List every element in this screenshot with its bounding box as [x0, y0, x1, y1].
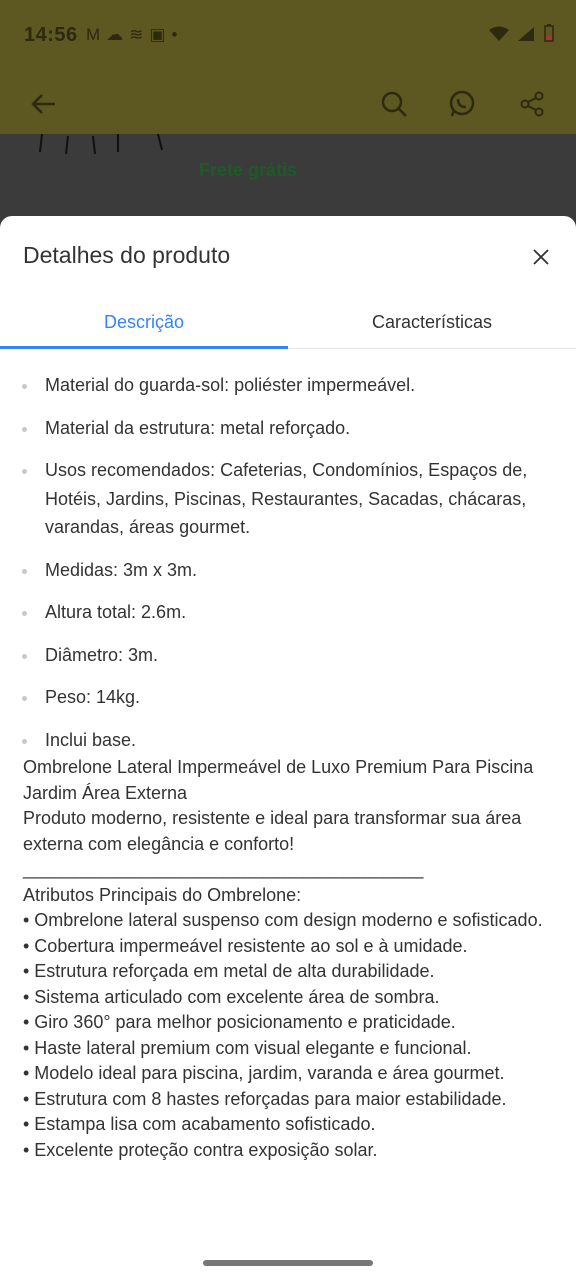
bullet-icon [22, 469, 27, 474]
notification-icons [86, 25, 183, 45]
free-shipping-label: Frete grátis [199, 160, 298, 180]
wifi-icon [489, 27, 518, 46]
bullet-icon [22, 654, 27, 659]
list-item: Medidas: 3m x 3m. [0, 556, 576, 585]
status-bar [0, 0, 576, 72]
close-button[interactable] [526, 242, 556, 272]
list-item: Altura total: 2.6m. [0, 598, 576, 627]
bullet-icon [22, 611, 27, 616]
list-item: Inclui base. [0, 726, 576, 755]
product-description: Ombrelone Lateral Impermeável de Luxo Premium Para Piscina Jardim Área Externa Produto moderno, resistente e ideal para transformar sua área externa com elegância e conforto! ________________________________________ Atributos Principais do Ombrelone: • Ombrelone lateral suspenso com design moderno e sofisticado. • Cobertura impermeável resistente ao sol e à umidade. • Estrutura reforçada em metal de alta durabilidade. • Sistema articulado com excelente área de sombra. • Giro 360° para melhor posicionamento e praticidade. • Haste lateral premium com visual elegante e funcional. • Modelo ideal para piscina, jardim, varanda e área gourmet. • Estrutura com 8 hastes reforçadas para maior estabilidade. • Estampa lisa com acabamento sofisticado. • Excelente proteção contra exposição solar. [23, 757, 543, 1160]
gmail-icon: M [86, 25, 107, 44]
app-bar [0, 72, 576, 134]
bag-icon: ▣ [149, 25, 172, 44]
bullet-icon [22, 427, 27, 432]
back-arrow-icon[interactable] [24, 84, 64, 124]
tab-caracteristicas[interactable]: Características [371, 311, 493, 332]
description-content[interactable] [0, 349, 576, 1249]
product-details-sheet [0, 216, 576, 1280]
search-icon[interactable] [374, 84, 414, 124]
list-item: Diâmetro: 3m. [0, 641, 576, 670]
bullet-icon [22, 739, 27, 744]
weather-icon: ≋ [129, 25, 150, 44]
status-time: 14:56 [24, 24, 78, 46]
sheet-header [0, 216, 576, 296]
list-item: Usos recomendados: Cafeterias, Condomínios, Espaços de, Hotéis, Jardins, Piscinas, Restaurantes, Sacadas, chácaras, varandas, áreas gourmet. [0, 456, 576, 542]
product-image [38, 134, 178, 158]
cloud-icon: ☁ [106, 25, 130, 44]
whatsapp-icon[interactable] [442, 84, 482, 124]
spec-list [0, 371, 576, 768]
bullet-icon [22, 384, 27, 389]
dot-icon: • [171, 25, 184, 44]
home-indicator[interactable] [203, 1260, 373, 1266]
tab-descricao[interactable]: Descrição [103, 311, 185, 332]
bullet-icon [22, 696, 27, 701]
list-item: Material da estrutura: metal reforçado. [0, 414, 576, 443]
sheet-title: Detalhes do produto [23, 242, 231, 268]
list-item: Peso: 14kg. [0, 683, 576, 712]
close-icon [533, 249, 549, 265]
bullet-icon [22, 569, 27, 574]
share-icon[interactable] [512, 84, 552, 124]
tab-bar [0, 296, 576, 349]
list-item: Material do guarda-sol: poliéster impermeável. [0, 371, 576, 400]
battery-icon [544, 27, 554, 46]
signal-icon [517, 27, 544, 46]
system-icons [489, 24, 554, 47]
